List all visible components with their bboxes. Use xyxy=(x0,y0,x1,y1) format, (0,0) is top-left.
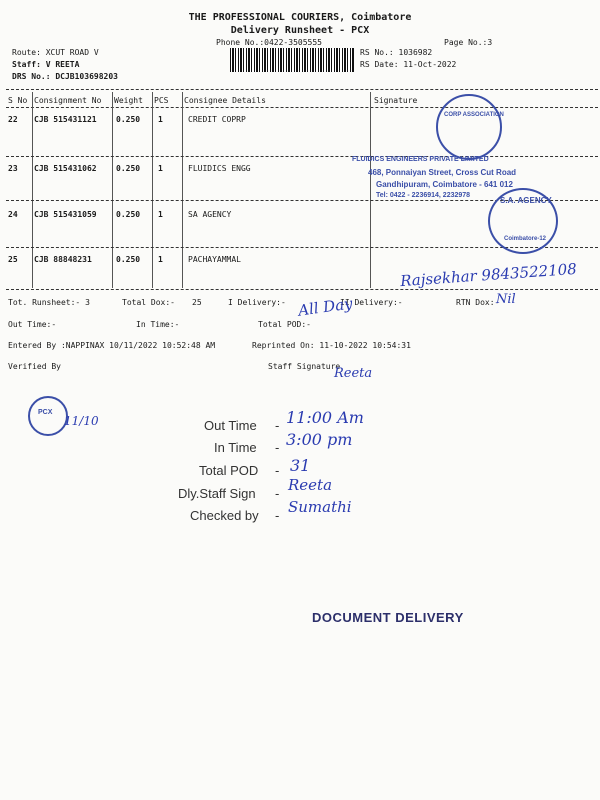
col-header-signature: Signature xyxy=(374,96,418,105)
row-consignee: PACHAYAMMAL xyxy=(188,255,241,264)
first-delivery-label: I Delivery:- xyxy=(228,298,286,307)
staff-signature-label: Staff Signature xyxy=(268,362,341,371)
row-consignment: CJB 515431121 xyxy=(34,115,97,124)
reprinted-on: Reprinted On: 11-10-2022 10:54:31 xyxy=(252,341,411,350)
handwritten-staff-sign: Reeta xyxy=(288,476,333,494)
fluidics-stamp-address: 468, Ponnaiyan Street, Cross Cut Road xyxy=(368,168,517,177)
col-sep xyxy=(152,92,153,288)
fluidics-stamp-tel: Tel: 0422 - 2236914, 2232978 xyxy=(376,192,471,199)
rtn-dox-label: RTN Dox:- xyxy=(456,298,500,307)
handwritten-out-time: 11:00 Am xyxy=(286,408,364,427)
row-sno: 22 xyxy=(8,115,18,124)
second-delivery-label: II Delivery:- xyxy=(340,298,403,307)
form-dash: - xyxy=(275,440,280,455)
total-runsheet: Tot. Runsheet:- 3 xyxy=(8,298,90,307)
row-pcs: 1 xyxy=(158,210,163,219)
phone-number: Phone No.:0422-3505555 xyxy=(216,38,322,47)
rs-number: RS No.: 1036982 xyxy=(360,48,433,57)
col-sep xyxy=(370,92,371,288)
form-dash: - xyxy=(275,508,280,523)
col-header-sno: S No xyxy=(8,96,28,105)
rs-date: RS Date: 11-Oct-2022 xyxy=(360,60,457,69)
row-pcs: 1 xyxy=(158,255,163,264)
corp-stamp-text: CORP ASSOCIATION xyxy=(444,112,504,118)
row-consignee: CREDIT COPRP xyxy=(188,115,246,124)
row-weight: 0.250 xyxy=(116,115,141,124)
runsheet-subtitle: Delivery Runsheet - PCX xyxy=(230,25,370,36)
table-top-rule xyxy=(6,89,598,90)
col-header-consignment: Consignment No xyxy=(34,96,102,105)
handwritten-phone: Rajsekhar 9843522108 xyxy=(399,259,578,291)
form-dash: - xyxy=(275,486,280,501)
col-sep xyxy=(112,92,113,288)
row-weight: 0.250 xyxy=(116,255,141,264)
form-staff-sign-label: Dly.Staff Sign xyxy=(178,486,256,501)
row-weight: 0.250 xyxy=(116,210,141,219)
row-pcs: 1 xyxy=(158,115,163,124)
handwritten-nil: Nil xyxy=(496,292,516,307)
form-total-pod-label: Total POD xyxy=(199,463,259,478)
sa-agency-city: Coimbatore-12 xyxy=(504,236,547,242)
row-consignment: CJB 88848231 xyxy=(34,255,92,264)
row-weight: 0.250 xyxy=(116,164,141,173)
entered-by: Entered By :NAPPINAX 10/11/2022 10:52:48 AM xyxy=(8,341,216,350)
col-header-pcs: PCS xyxy=(154,96,169,105)
form-dash: - xyxy=(275,463,280,478)
col-sep xyxy=(182,92,183,288)
col-header-weight: Weight xyxy=(114,96,143,105)
barcode xyxy=(230,48,354,72)
row-sno: 24 xyxy=(8,210,18,219)
row-sno: 25 xyxy=(8,255,18,264)
form-in-time-label: In Time xyxy=(214,440,257,455)
in-time-label: In Time:- xyxy=(136,320,180,329)
pcx-stamp-ring xyxy=(28,396,68,436)
fluidics-stamp-name: FLUIDICS ENGINEERS PRIVATE LIMITED xyxy=(352,156,489,163)
row-rule xyxy=(6,156,598,157)
form-dash: - xyxy=(275,418,280,433)
form-checked-by-label: Checked by xyxy=(190,508,259,523)
handwritten-date: 11/10 xyxy=(64,414,99,428)
pcx-stamp-text: PCX xyxy=(38,409,53,416)
handwritten-checked-by: Sumathi xyxy=(288,498,352,516)
sa-agency-name: S.A. AGENCY xyxy=(500,196,552,205)
corp-stamp-ring xyxy=(436,94,502,160)
col-header-consignee: Consignee Details xyxy=(184,96,266,105)
row-consignment: CJB 515431059 xyxy=(34,210,97,219)
total-dox-label: Total Dox:- xyxy=(122,298,175,307)
handwritten-reeta-signature: Reeta xyxy=(334,366,373,381)
table-header-rule xyxy=(6,107,598,108)
row-pcs: 1 xyxy=(158,164,163,173)
total-pod-label: Total POD:- xyxy=(258,320,311,329)
staff-label: Staff: V REETA xyxy=(12,60,80,69)
route-label: Route: XCUT ROAD V xyxy=(12,48,99,57)
total-dox-value: 25 xyxy=(192,298,202,307)
drs-number: DRS No.: DCJB103698203 xyxy=(12,72,118,81)
handwritten-all-day: All Day xyxy=(297,294,354,320)
row-consignee: SA AGENCY xyxy=(188,210,232,219)
company-title: THE PROFESSIONAL COURIERS, Coimbatore xyxy=(188,12,412,23)
page-number: Page No.:3 xyxy=(444,38,493,47)
col-sep xyxy=(32,92,33,288)
handwritten-in-time: 3:00 pm xyxy=(286,430,353,449)
handwritten-total-pod: 31 xyxy=(290,456,311,475)
verified-by-label: Verified By xyxy=(8,362,61,371)
row-consignee: FLUIDICS ENGG xyxy=(188,164,251,173)
document-delivery-stamp: DOCUMENT DELIVERY xyxy=(312,610,464,625)
row-sno: 23 xyxy=(8,164,18,173)
pcx-stamp xyxy=(28,396,68,436)
row-consignment: CJB 515431062 xyxy=(34,164,97,173)
out-time-label: Out Time:- xyxy=(8,320,57,329)
fluidics-stamp-city: Gandhipuram, Coimbatore - 641 012 xyxy=(376,180,513,189)
table-bottom-rule xyxy=(6,289,598,290)
form-out-time-label: Out Time xyxy=(204,418,257,433)
